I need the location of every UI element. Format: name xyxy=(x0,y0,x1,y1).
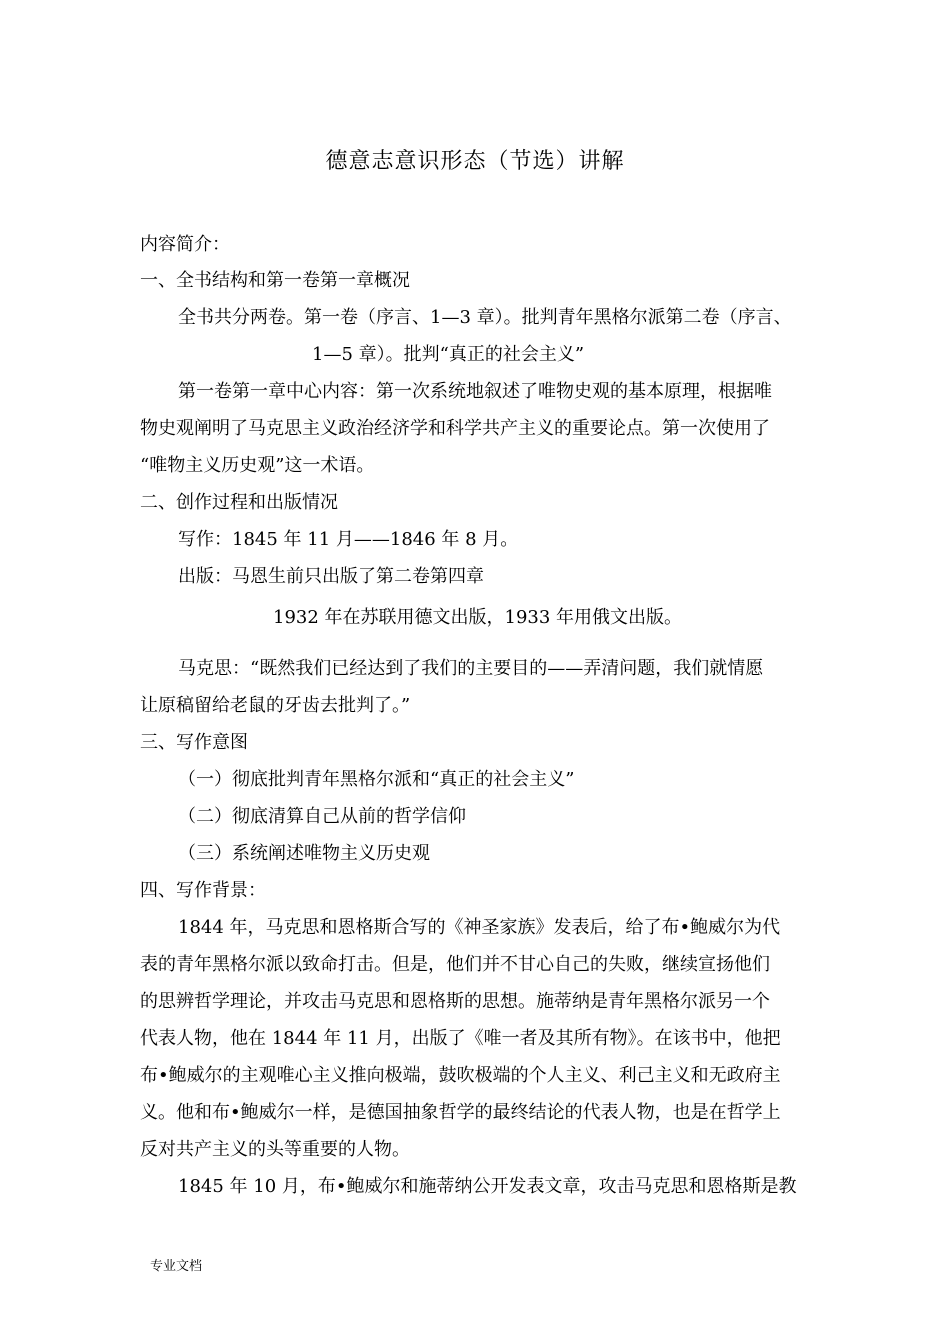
footer-label: 专业文档 xyxy=(150,1259,203,1274)
list-item: （二）彻底清算自己从前的哲学信仰 xyxy=(178,806,466,827)
paragraph-line: 代表人物，他在 1844 年 11 月，出版了《唯一者及其所有物》。在该书中，他把 xyxy=(140,1028,781,1049)
paragraph-line: 物史观阐明了马克思主义政治经济学和科学共产主义的重要论点。第一次使用了 xyxy=(140,418,770,439)
page-title: 德意志意识形态（节选）讲解 xyxy=(325,149,625,174)
paragraph-line: 1844 年，马克思和恩格斯合写的《神圣家族》发表后，给了布•鲍威尔为代 xyxy=(178,917,781,938)
section-2-heading: 二、创作过程和出版情况 xyxy=(140,492,338,513)
paragraph-line: 出版：马恩生前只出版了第二卷第四章 xyxy=(178,566,484,587)
paragraph-line: 的思辨哲学理论，并攻击马克思和恩格斯的思想。施蒂纳是青年黑格尔派另一个 xyxy=(140,991,770,1012)
paragraph-line: 反对共产主义的头等重要的人物。 xyxy=(140,1139,410,1160)
paragraph-line: 布•鲍威尔的主观唯心主义推向极端，鼓吹极端的个人主义、利己主义和无政府主 xyxy=(140,1065,781,1086)
paragraph-line: 1—5 章）。批判“真正的社会主义” xyxy=(312,344,585,365)
section-3-heading: 三、写作意图 xyxy=(140,732,248,753)
paragraph-line: 全书共分两卷。第一卷（序言、1—3 章）。批判青年黑格尔派第二卷（序言、 xyxy=(178,307,792,328)
section-1-heading: 一、全书结构和第一卷第一章概况 xyxy=(140,270,410,291)
quote-line: 让原稿留给老鼠的牙齿去批判了。” xyxy=(140,695,411,716)
quote-line: 马克思：“既然我们已经达到了我们的主要目的——弄清问题，我们就情愿 xyxy=(178,658,764,679)
paragraph-line: 第一卷第一章中心内容：第一次系统地叙述了唯物史观的基本原理，根据唯 xyxy=(178,381,772,402)
paragraph-line: 表的青年黑格尔派以致命打击。但是，他们并不甘心自己的失败，继续宣扬他们 xyxy=(140,954,770,975)
section-4-heading: 四、写作背景： xyxy=(140,880,266,901)
list-item: （一）彻底批判青年黑格尔派和“真正的社会主义” xyxy=(178,769,575,790)
paragraph-line: 1932 年在苏联用德文出版，1933 年用俄文出版。 xyxy=(273,607,683,628)
paragraph-line: 义。他和布•鲍威尔一样，是德国抽象哲学的最终结论的代表人物，也是在哲学上 xyxy=(140,1102,781,1123)
paragraph-line: 1845 年 10 月，布•鲍威尔和施蒂纳公开发表文章，攻击马克思和恩格斯是教 xyxy=(178,1176,797,1197)
paragraph-line: “唯物主义历史观”这一术语。 xyxy=(140,455,375,476)
paragraph-line: 写作：1845 年 11 月——1846 年 8 月。 xyxy=(178,529,519,550)
list-item: （三）系统阐述唯物主义历史观 xyxy=(178,843,430,864)
section-intro-label: 内容简介： xyxy=(140,234,230,255)
